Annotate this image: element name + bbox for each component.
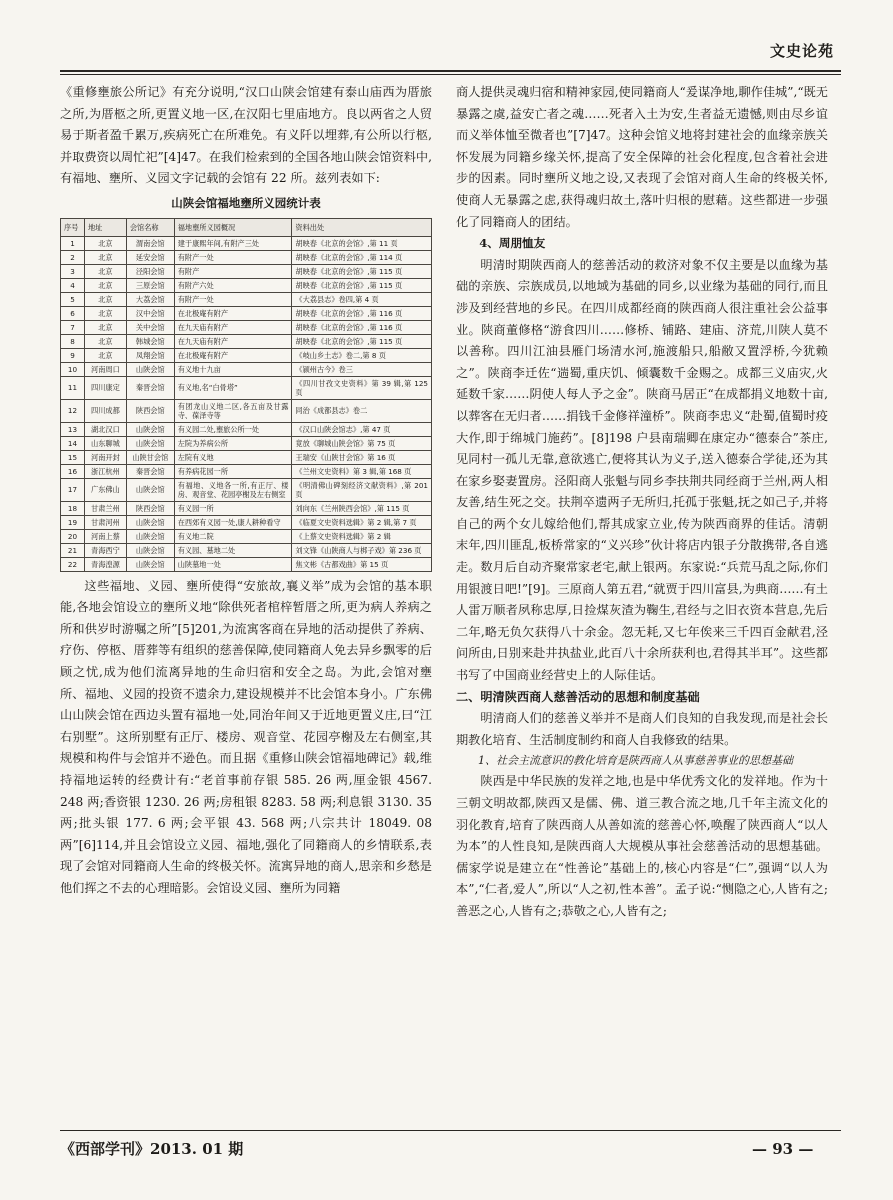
table-cell: 有义园二处,壅旅公所一处 [174, 422, 292, 436]
table-cell: 有附产 [174, 264, 292, 278]
table-row [61, 236, 432, 250]
table-cell: 在北极庵有附产 [174, 348, 292, 362]
table-cell: 北京 [84, 278, 126, 292]
table-cell: 胡映春《北京的会馆》,第 114 页 [292, 250, 432, 264]
table-cell: 山陕甘会馆 [126, 450, 174, 464]
table-header-cell: 序号 [61, 218, 85, 236]
table-cell: 胡映春《北京的会馆》,第 116 页 [292, 306, 432, 320]
table-cell: 有义园一所 [174, 501, 292, 515]
left-paragraph-2: 这些福地、义园、壅所使得“安旅故,襄义举”成为会馆的基本职能,各地会馆设立的壅所义地“除供死者棺梓暂厝之所,更为病人养病之所和供岁时游嘱之所”[5]201,为流寓客商在异地的活动提供了养病、疗伤、停柩、厝葬等有组织的慈善保障,使同籍商人免去异乡飘零的后顾之忧,成为他们流离异地的生命归宿和安全之岛。为此,会馆对壅所、福地、义园的投资不遗余力,建设规模并不比会馆本身小。广东佛山山陕会馆在西边头置有福地一处,同治年间又于近地更置义庄,曰“江右别墅”。这所别墅有正厅、楼房、观音堂、花园亭榭及左右侧室,其规模和构件与会馆并不逊色。而且据《重修山陕会馆福地碑记》载,维持福地运转的经费计有:“老首事前存银 585. 26 两,厘金银 4567. 248 两;香资银 1230. 26 两;房租银 8283. 58 两;利息银 3130. 35 两;批头银 177. 6 两;会平银 43. 568 两;八宗共计 18049. 08 两”[6]114,并且会馆设立义园、福地,强化了同籍商人的乡情联系,表现了会馆对同籍商人生命的终极关怀。流寓异地的商人,思亲和乡愁是他们挥之不去的心理暗影。会馆设义园、壅所为同籍 [60, 578, 432, 895]
table-cell: 胡映春《北京的会馆》,第 115 页 [292, 264, 432, 278]
table-cell: 5 [61, 292, 85, 306]
table-cell: 2 [61, 250, 85, 264]
table-cell: 有义地十九亩 [174, 362, 292, 376]
table-cell: 河南周口 [84, 362, 126, 376]
table-cell: 北京 [84, 236, 126, 250]
table-cell: 6 [61, 306, 85, 320]
table-cell: 有附产一处 [174, 250, 292, 264]
table-cell: 北京 [84, 334, 126, 348]
table-cell: 泾阳会馆 [126, 264, 174, 278]
table-cell: 湖北汉口 [84, 422, 126, 436]
table-cell: 《岐山乡土志》卷二,第 8 页 [292, 348, 432, 362]
table-row [61, 320, 432, 334]
table-cell: 有附产一处 [174, 292, 292, 306]
table-cell: 北京 [84, 292, 126, 306]
table-cell: 山陕会馆 [126, 557, 174, 571]
table-cell: 12 [61, 399, 85, 422]
table-cell: 17 [61, 478, 85, 501]
table-cell: 1 [61, 236, 85, 250]
table-row [61, 529, 432, 543]
journal-name: 《西部学刊》2013. 01 期 [60, 1140, 244, 1158]
table-cell: 山陕会馆 [126, 362, 174, 376]
table-cell: 竟放《聊城山陕会馆》第 75 页 [292, 436, 432, 450]
table-cell: 有福地、义地各一所,有正厅、楼房、观音堂、花园亭榭及左右侧室 [174, 478, 292, 501]
table-cell: 9 [61, 348, 85, 362]
table-cell: 4 [61, 278, 85, 292]
table-cell: 《临夏文史资料选辑》第 2 辑,第 7 页 [292, 515, 432, 529]
table-row [61, 464, 432, 478]
table-cell: 7 [61, 320, 85, 334]
table-cell: 山陕会馆 [126, 543, 174, 557]
table-cell: 北京 [84, 250, 126, 264]
table-cell: 北京 [84, 348, 126, 362]
table-cell: 山陕会馆 [126, 422, 174, 436]
left-column [60, 82, 432, 899]
table-cell: 四川康定 [84, 376, 126, 399]
table-cell: 陕西会馆 [126, 501, 174, 515]
right-column [456, 82, 828, 923]
table-cell: 有团龙山义地二区,各五亩及甘露寺、葆泽寺等 [174, 399, 292, 422]
table-cell: 《颍州古今》卷三 [292, 362, 432, 376]
table-cell: 有义地,名“白骨塔” [174, 376, 292, 399]
table-cell: 渭南会馆 [126, 236, 174, 250]
table-cell: 刘向东《兰州陕西会馆》,第 115 页 [292, 501, 432, 515]
table-cell: 秦晋会馆 [126, 464, 174, 478]
table-row [61, 250, 432, 264]
table-cell: 山陕会馆 [126, 478, 174, 501]
table-row [61, 450, 432, 464]
table-cell: 16 [61, 464, 85, 478]
table-cell: 《上蔡文史资料选辑》第 2 辑 [292, 529, 432, 543]
table-cell: 青海湟源 [84, 557, 126, 571]
table-cell: 19 [61, 515, 85, 529]
table-row [61, 501, 432, 515]
table-cell: 21 [61, 543, 85, 557]
table-row [61, 557, 432, 571]
header-rule-thin [60, 74, 841, 75]
header-rule [60, 70, 841, 72]
table-cell: 焦文彬《古都戏曲》第 15 页 [292, 557, 432, 571]
subheading-4: 4、周朋恤友 [479, 236, 546, 251]
table-cell: 在九天庙有附产 [174, 320, 292, 334]
table-cell: 胡映春《北京的会馆》,第 11 页 [292, 236, 432, 250]
table-row [61, 399, 432, 422]
table-cell: 18 [61, 501, 85, 515]
table-cell: 有义园、墓地二处 [174, 543, 292, 557]
table-row [61, 348, 432, 362]
table-cell: 甘肃兰州 [84, 501, 126, 515]
table-cell: 山陕会馆 [126, 436, 174, 450]
table-title: 山陕会馆福地壅所义园统计表 [171, 195, 321, 210]
table-cell: 凤翔会馆 [126, 348, 174, 362]
table-cell: 11 [61, 376, 85, 399]
table-cell: 有附产六处 [174, 278, 292, 292]
table-cell: 山陕墓地一处 [174, 557, 292, 571]
table-cell: 在北极庵有附产 [174, 306, 292, 320]
table-cell: 延安会馆 [126, 250, 174, 264]
section-tag: 文史论苑 [770, 42, 835, 60]
table-cell: 大荔会馆 [126, 292, 174, 306]
table-row [61, 334, 432, 348]
table-cell: 有养病花园一所 [174, 464, 292, 478]
table-cell: 《大荔县志》卷四,第 4 页 [292, 292, 432, 306]
table-cell: 北京 [84, 320, 126, 334]
table-header-cell: 资料出处 [292, 218, 432, 236]
table-row [61, 515, 432, 529]
table-cell: 《汉口山陕会馆志》,第 47 页 [292, 422, 432, 436]
table-cell: 甘肃河州 [84, 515, 126, 529]
table-cell: 秦晋会馆 [126, 376, 174, 399]
table-row [61, 362, 432, 376]
table-cell: 3 [61, 264, 85, 278]
table-cell: 山陕会馆 [126, 515, 174, 529]
table-cell: 《四川甘孜文史资料》第 39 辑,第 125 页 [292, 376, 432, 399]
subheading-1: 1、社会主流意识的教化培育是陕西商人从事慈善事业的思想基础 [478, 754, 793, 768]
table-header-cell: 福地壅所义园概况 [174, 218, 292, 236]
table-header-row [61, 218, 432, 236]
table-cell: 关中会馆 [126, 320, 174, 334]
table-cell: 刘文锋《山陕商人与梆子戏》第 236 页 [292, 543, 432, 557]
table-cell: 胡映春《北京的会馆》,第 115 页 [292, 278, 432, 292]
page-number: — 93 — [752, 1140, 814, 1158]
table-row [61, 543, 432, 557]
table-cell: 山东聊城 [84, 436, 126, 450]
table-cell: 韩城会馆 [126, 334, 174, 348]
table-cell: 四川成都 [84, 399, 126, 422]
table-cell: 王瑞安《山陕甘会馆》第 16 页 [292, 450, 432, 464]
footer-rule [60, 1130, 841, 1131]
table-cell: 《兰州文史资料》第 3 辑,第 168 页 [292, 464, 432, 478]
table-cell: 陕西会馆 [126, 399, 174, 422]
table-row [61, 292, 432, 306]
table-row [61, 376, 432, 399]
table-cell: 北京 [84, 306, 126, 320]
table-cell: 汉中会馆 [126, 306, 174, 320]
table-cell: 10 [61, 362, 85, 376]
right-paragraph-4: 陕西是中华民族的发祥之地,也是中华优秀文化的发祥地。作为十三朝文明故都,陕西又是儒、佛、道三教合流之地,几千年主流文化的羽化教育,培育了陕西商人从善如流的慈善心怀,唤醒了陕西商人“以人为本”的人性良知,是陕西商人大规模从事社会慈善活动的思想基础。儒家学说是建立在“性善论”基础上的,核心内容是“仁”,强调“以人为本”,“仁者,爱人”,所以“人之初,性本善”。孟子说:“恻隐之心,人皆有之;善恶之心,人皆有之;恭敬之心,人皆有之; [456, 774, 828, 918]
table-cell: 20 [61, 529, 85, 543]
table-cell: 河南开封 [84, 450, 126, 464]
table-cell: 左院有义地 [174, 450, 292, 464]
table-cell: 胡映春《北京的会馆》,第 115 页 [292, 334, 432, 348]
right-paragraph-1: 商人提供灵魂归宿和精神家园,使同籍商人“爰谋净地,聊作佳城”,“既无暴露之虞,益安亡者之魂……死者入土为安,生者益无遗憾,则由尽乡谊而义举体恤至微者也”[7]47。这种会馆义地将封建社会的血缘亲族关怀发展为同籍乡缘关怀,提高了安全保障的社会化程度,包含着社会进步的因素。同时壅所义地之设,又表现了会馆对商人生命的终极关怀,使商人无暴露之虑,获得魂归故土,落叶归根的慰藉。这些都进一步强化了同籍商人的团结。 [456, 85, 828, 229]
section-heading-2: 二、明清陕西商人慈善活动的思想和制度基础 [456, 689, 700, 704]
table-cell: 14 [61, 436, 85, 450]
table-row [61, 264, 432, 278]
table-cell: 北京 [84, 264, 126, 278]
table-cell: 15 [61, 450, 85, 464]
table-header-cell: 地址 [84, 218, 126, 236]
table-cell: 青海西宁 [84, 543, 126, 557]
table-cell: 广东佛山 [84, 478, 126, 501]
table-row [61, 436, 432, 450]
table-cell: 有义地二院 [174, 529, 292, 543]
table-cell: 河南上蔡 [84, 529, 126, 543]
right-paragraph-2: 明清时期陕西商人的慈善活动的救济对象不仅主要是以血缘为基础的亲族、宗族成员,以地域为基础的同乡,以业缘为基础的同行,而且涉及到经营地的乡民。在四川成都经商的陕西商人很注重社会公益事业。陕商董修格“游食四川……修桥、铺路、建庙、济荒,川陕人莫不以善称。四川江油县雁门场清水河,施渡船只,船敝又置浮桥,今犹赖之”。陕商李迁佐“遄蜀,重庆饥、倾囊数千金赐之。成都三义庙灾,火延数千家……阴使人每人予之金”。陕商马居正“在成都捐义地数十亩,以葬客在无归者……捐钱千金修祥潼桥”。陕商李忠义“赴蜀,值蜀时疫大作,即于绵城门施药”。[8]198 户县南瑞卿在康定办“德泰合”茶庄,见同村一孤儿无靠,意欲逃亡,便将其认为义子,送入德泰合学徒,还为其在家乡娶妻置房。泾阳商人张魁与同乡李扶荆共同经商于兰州,两人相友善,结生死之交。扶荆卒遗两子无所归,托孤于张魁,抚之如己子,并将自己的两个女儿嫁给他们,帮其成家立业,传为陕西商界的佳话。清朝末年,四川匪乱,板桥常家的“义兴珍”伙计将店内银子分散携带,各自逃走。数月后自动齐聚常家老宅,献上银两。东家说:“兵荒马乱之际,你们用银渡日吧!”[9]。三原商人第五君,“就贾于四川富县,为典商……有土人雷万顺者夙称忠厚,日捡煤灰渣为鞠生,君经与之旧衣资本营息,先后二年,略无负欠获得八十余金。忽无耗,又七年俟来三千四百金献君,泾问所由,日别来赴井执盐业,此百八十余所获利也,君得其半耳”。这些都书写了中国商业经营史上的人际佳话。 [456, 257, 828, 683]
statistics-table [60, 218, 432, 572]
table-cell: 在西郊有义园一处,康人耕种看守 [174, 515, 292, 529]
table-cell: 《明清佛山碑刻经济文献资料》,第 201 页 [292, 478, 432, 501]
table-row [61, 478, 432, 501]
table-cell: 在九天庙有附产 [174, 334, 292, 348]
table-cell: 22 [61, 557, 85, 571]
table-cell: 13 [61, 422, 85, 436]
table-header-cell: 会馆名称 [126, 218, 174, 236]
table-cell: 左院为养病公所 [174, 436, 292, 450]
table-row [61, 306, 432, 320]
table-cell: 浙江杭州 [84, 464, 126, 478]
table-cell: 胡映春《北京的会馆》,第 116 页 [292, 320, 432, 334]
table-cell: 三原会馆 [126, 278, 174, 292]
right-paragraph-3: 明清商人们的慈善义举并不是商人们良知的自我发现,而是社会长期教化培育、生活制度制约和商人自我修致的结果。 [456, 711, 828, 747]
table-row [61, 278, 432, 292]
left-paragraph-1: 《重修壅旅公所记》有充分说明,“汉口山陕会馆建有泰山庙西为厝旅之所,为厝柩之所,更置义地一区,在汉阳七里庙地方。良以两省之人贸易于斯者盈千累万,疾病死亡在所难免。有义阡以埋葬,有公所以行柩,并取费资以周忙祀”[4]47。在我们检索到的全国各地山陕会馆资料中,有福地、壅所、义园文字记载的会馆有 22 所。兹列表如下: [60, 85, 432, 186]
table-cell: 8 [61, 334, 85, 348]
table-cell: 山陕会馆 [126, 529, 174, 543]
table-cell: 同治《成都县志》卷二 [292, 399, 432, 422]
table-row [61, 422, 432, 436]
table-cell: 建于康熙年间,有附产三处 [174, 236, 292, 250]
